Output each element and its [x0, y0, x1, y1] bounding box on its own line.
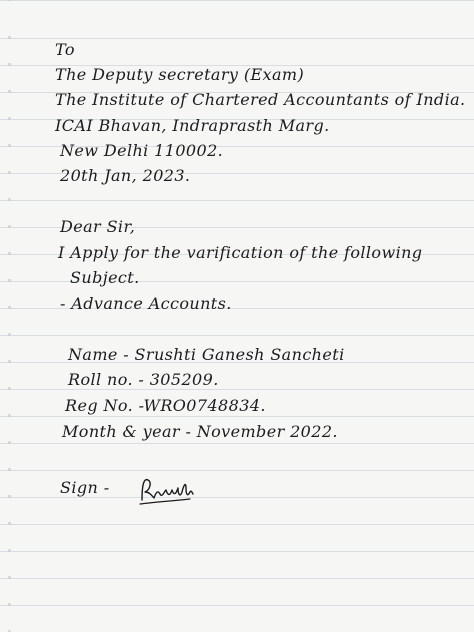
recipient-line-3: ICAI Bhavan, Indraprasth Marg. — [55, 116, 330, 135]
sign-label: Sign - — [60, 478, 110, 497]
recipient-line-2: The Institute of Chartered Accountants of India. — [55, 90, 466, 109]
month-year-field: Month & year - November 2022. — [62, 422, 338, 441]
recipient-line-4: New Delhi 110002. — [60, 141, 224, 160]
to-label: To — [55, 40, 75, 59]
registration-number-field: Reg No. -WRO0748834. — [65, 396, 266, 415]
body-line-2: Subject. — [70, 268, 140, 287]
margin-dots — [8, 0, 11, 632]
roll-number-field: Roll no. - 305209. — [68, 370, 219, 389]
handwritten-signature — [138, 474, 198, 510]
body-line-1: I Apply for the varification of the following — [58, 243, 423, 262]
body-line-3: - Advance Accounts. — [60, 294, 232, 313]
recipient-line-1: The Deputy secretary (Exam) — [55, 65, 305, 84]
letter-date: 20th Jan, 2023. — [60, 166, 191, 185]
name-field: Name - Srushti Ganesh Sancheti — [68, 345, 345, 364]
salutation: Dear Sir, — [60, 217, 136, 236]
